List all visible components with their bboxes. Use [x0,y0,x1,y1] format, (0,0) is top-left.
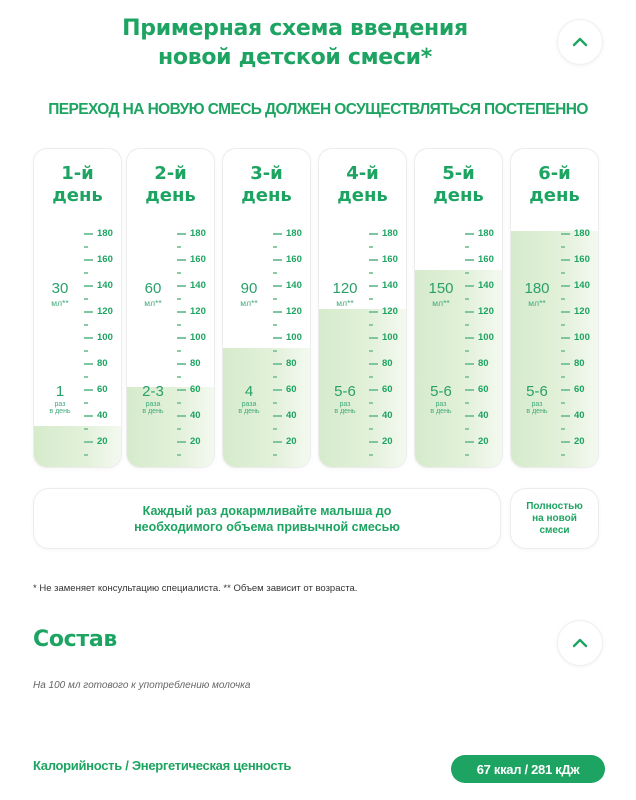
scale-tick-minor [369,402,373,404]
scale-tick-major [465,389,474,391]
measurement-scale [84,149,122,468]
schedule-title [60,14,530,72]
scale-tick-minor [369,272,373,274]
volume-unit: мл** [528,298,546,308]
measurement-scale [177,149,215,468]
scale-label: 160 [382,254,398,265]
scale-tick-minor [369,350,373,352]
scale-tick-major [84,259,93,261]
scale-tick-major [84,363,93,365]
scale-tick-minor [369,246,373,248]
scale-label: 20 [478,436,489,447]
day-label: 5-й день [433,163,484,206]
composition-note: На 100 мл готового к употреблению молочка [33,680,251,691]
scale-tick-major [273,311,282,313]
scale-tick-major [369,441,378,443]
scale-tick-minor [561,428,565,430]
times-value: 1 [55,383,65,400]
scale-tick-minor [465,350,469,352]
scale-tick-major [273,363,282,365]
scale-tick-minor [177,298,181,300]
scale-tick-minor [177,428,181,430]
scale-label: 80 [286,358,297,369]
scale-tick-major [465,415,474,417]
scale-label: 180 [382,228,398,239]
scale-label: 160 [286,254,302,265]
scale-tick-minor [84,402,88,404]
scale-tick-major [561,337,570,339]
scale-label: 100 [574,332,590,343]
scale-label: 100 [97,332,113,343]
scale-label: 40 [382,410,393,421]
scale-tick-major [84,389,93,391]
scale-label: 160 [97,254,113,265]
scale-label: 100 [190,332,206,343]
scale-tick-major [369,233,378,235]
volume-value: 120 [332,280,358,297]
scale-tick-major [273,441,282,443]
scale-label: 120 [478,306,494,317]
scale-label: 40 [190,410,201,421]
scale-label: 180 [286,228,302,239]
times-unit: раз в день [526,401,548,415]
times-unit: раз в день [334,401,356,415]
scale-label: 40 [478,410,489,421]
measurement-scale [465,149,503,468]
scale-tick-major [561,285,570,287]
scale-label: 20 [286,436,297,447]
scale-label: 140 [478,280,494,291]
scale-label: 60 [97,384,108,395]
scale-tick-minor [177,376,181,378]
scale-tick-major [177,415,186,417]
scale-tick-major [561,311,570,313]
scale-tick-minor [177,454,181,456]
times-unit: раз в день [430,401,452,415]
volume-unit: мл** [336,298,354,308]
scale-label: 140 [190,280,206,291]
volume-unit: мл** [144,298,162,308]
scale-tick-minor [561,350,565,352]
chevron-up-icon [572,37,588,47]
schedule-subtitle: ПЕРЕХОД НА НОВУЮ СМЕСЬ ДОЛЖЕН ОСУЩЕСТВЛЯТЬСЯ ПОСТЕПЕННО [48,101,588,118]
day-label: 2-й день [145,163,196,206]
scale-tick-major [84,337,93,339]
scale-tick-minor [465,298,469,300]
scale-tick-minor [561,376,565,378]
scale-label: 120 [190,306,206,317]
times-value: 2-3 [142,383,164,400]
times-value: 5-6 [430,383,452,400]
times-value: 4 [244,383,254,400]
scale-label: 20 [574,436,585,447]
times-unit: раз в день [49,401,71,415]
chevron-up-icon [572,638,588,648]
scale-label: 60 [190,384,201,395]
scale-label: 140 [286,280,302,291]
scale-tick-minor [273,350,277,352]
scale-tick-minor [273,428,277,430]
volume-value: 60 [144,280,162,297]
scale-label: 80 [382,358,393,369]
supplement-line1: Каждый раз докармливайте малыша до [142,503,392,518]
scale-tick-major [273,285,282,287]
scale-tick-minor [273,298,277,300]
supplement-line2: необходимого объема привычной смесью [134,519,400,534]
nutrient-value-energy: 67 ккал / 281 кДж [451,755,605,783]
scale-label: 20 [97,436,108,447]
times-unit: раза в день [142,401,164,415]
collapse-schedule-button[interactable] [557,19,603,65]
scale-label: 100 [478,332,494,343]
scale-tick-minor [273,246,277,248]
scale-label: 40 [97,410,108,421]
scale-tick-major [465,441,474,443]
scale-tick-major [561,259,570,261]
scale-tick-major [177,285,186,287]
scale-tick-major [273,389,282,391]
scale-tick-major [177,311,186,313]
scale-tick-major [177,233,186,235]
scale-tick-minor [84,324,88,326]
scale-tick-major [561,233,570,235]
scale-tick-minor [465,376,469,378]
scale-label: 60 [286,384,297,395]
scale-tick-minor [561,402,565,404]
schedule-title-line1: Примерная схема введения [122,16,468,41]
scale-tick-minor [273,402,277,404]
scale-tick-major [84,233,93,235]
scale-label: 40 [574,410,585,421]
scale-tick-minor [177,246,181,248]
scale-tick-major [177,337,186,339]
full-switch-line3: смеси [539,524,570,536]
scale-label: 180 [478,228,494,239]
day-label: 1-й день [52,163,103,206]
scale-tick-major [273,233,282,235]
scale-tick-major [465,337,474,339]
scale-tick-major [369,285,378,287]
scale-label: 160 [190,254,206,265]
volume-unit: мл** [51,298,69,308]
day-card-3 [222,148,311,468]
scale-tick-minor [465,272,469,274]
full-switch-line1: Полностью [526,500,583,512]
scale-label: 180 [97,228,113,239]
scale-tick-major [273,415,282,417]
scale-tick-minor [84,454,88,456]
scale-label: 140 [574,280,590,291]
scale-tick-minor [465,324,469,326]
times-value: 5-6 [526,383,548,400]
scale-tick-minor [273,454,277,456]
scale-tick-minor [561,454,565,456]
scale-tick-minor [369,454,373,456]
scale-label: 100 [382,332,398,343]
scale-tick-minor [465,454,469,456]
scale-label: 160 [478,254,494,265]
day-card-6 [510,148,599,468]
schedule-title-line2: новой детской смеси* [158,45,432,70]
scale-tick-minor [369,298,373,300]
scale-tick-major [273,337,282,339]
scale-tick-major [465,311,474,313]
scale-tick-minor [369,324,373,326]
scale-tick-minor [561,272,565,274]
volume-value: 30 [51,280,69,297]
scale-tick-minor [177,350,181,352]
scale-tick-minor [84,350,88,352]
times-value: 5-6 [334,383,356,400]
scale-tick-major [84,285,93,287]
scale-tick-minor [561,324,565,326]
scale-tick-major [84,311,93,313]
scale-tick-major [369,363,378,365]
measurement-scale [273,149,311,468]
scale-label: 120 [286,306,302,317]
full-switch-info-box [510,488,599,549]
day-label: 3-й день [241,163,292,206]
scale-tick-minor [465,428,469,430]
scale-tick-major [465,259,474,261]
scale-label: 160 [574,254,590,265]
scale-tick-major [84,415,93,417]
scale-tick-minor [84,272,88,274]
scale-label: 20 [382,436,393,447]
scale-tick-major [561,441,570,443]
scale-tick-minor [369,428,373,430]
scale-tick-minor [465,402,469,404]
scale-label: 180 [190,228,206,239]
scale-label: 20 [190,436,201,447]
scale-tick-major [273,259,282,261]
scale-label: 80 [190,358,201,369]
full-switch-line2: на новой [532,512,577,524]
scale-label: 80 [478,358,489,369]
scale-label: 120 [382,306,398,317]
scale-tick-minor [273,272,277,274]
scale-label: 80 [574,358,585,369]
scale-tick-major [177,389,186,391]
day-card-5 [414,148,503,468]
scale-tick-major [369,415,378,417]
scale-tick-minor [177,402,181,404]
day-card-4 [318,148,407,468]
scale-tick-major [465,363,474,365]
scale-label: 60 [382,384,393,395]
day-card-1 [33,148,122,468]
scale-label: 40 [286,410,297,421]
scale-tick-major [369,311,378,313]
scale-tick-minor [273,376,277,378]
scale-tick-major [177,363,186,365]
scale-tick-major [561,415,570,417]
scale-label: 60 [574,384,585,395]
measurement-scale [561,149,599,468]
day-card-2 [126,148,215,468]
scale-tick-major [465,233,474,235]
scale-label: 140 [97,280,113,291]
scale-tick-major [84,441,93,443]
day-label: 4-й день [337,163,388,206]
volume-value: 90 [240,280,258,297]
scale-tick-major [561,389,570,391]
nutrient-label-energy: Калорийность / Энергетическая ценность [33,758,292,773]
scale-tick-minor [84,246,88,248]
scale-label: 80 [97,358,108,369]
volume-unit: мл** [240,298,258,308]
scale-tick-minor [177,324,181,326]
scale-tick-minor [369,376,373,378]
scale-tick-major [177,441,186,443]
footnote: * Не заменяет консультацию специалиста. ** Объем зависит от возраста. [33,583,358,594]
scale-tick-major [465,285,474,287]
scale-tick-minor [84,428,88,430]
volume-value: 180 [524,280,550,297]
scale-tick-minor [561,246,565,248]
scale-label: 140 [382,280,398,291]
collapse-composition-button[interactable] [557,620,603,666]
scale-tick-minor [465,246,469,248]
scale-tick-major [369,259,378,261]
day-label: 6-й день [529,163,580,206]
scale-label: 120 [97,306,113,317]
scale-label: 60 [478,384,489,395]
scale-tick-minor [84,376,88,378]
scale-tick-minor [177,272,181,274]
scale-tick-minor [561,298,565,300]
measurement-scale [369,149,407,468]
scale-label: 100 [286,332,302,343]
scale-tick-major [561,363,570,365]
scale-tick-major [369,337,378,339]
scale-tick-minor [84,298,88,300]
scale-tick-minor [273,324,277,326]
scale-tick-major [369,389,378,391]
supplement-info-box [33,488,501,549]
scale-tick-major [177,259,186,261]
times-unit: раза в день [238,401,260,415]
scale-label: 120 [574,306,590,317]
composition-title: Состав [33,627,118,652]
scale-label: 180 [574,228,590,239]
volume-unit: мл** [432,298,450,308]
volume-value: 150 [428,280,454,297]
